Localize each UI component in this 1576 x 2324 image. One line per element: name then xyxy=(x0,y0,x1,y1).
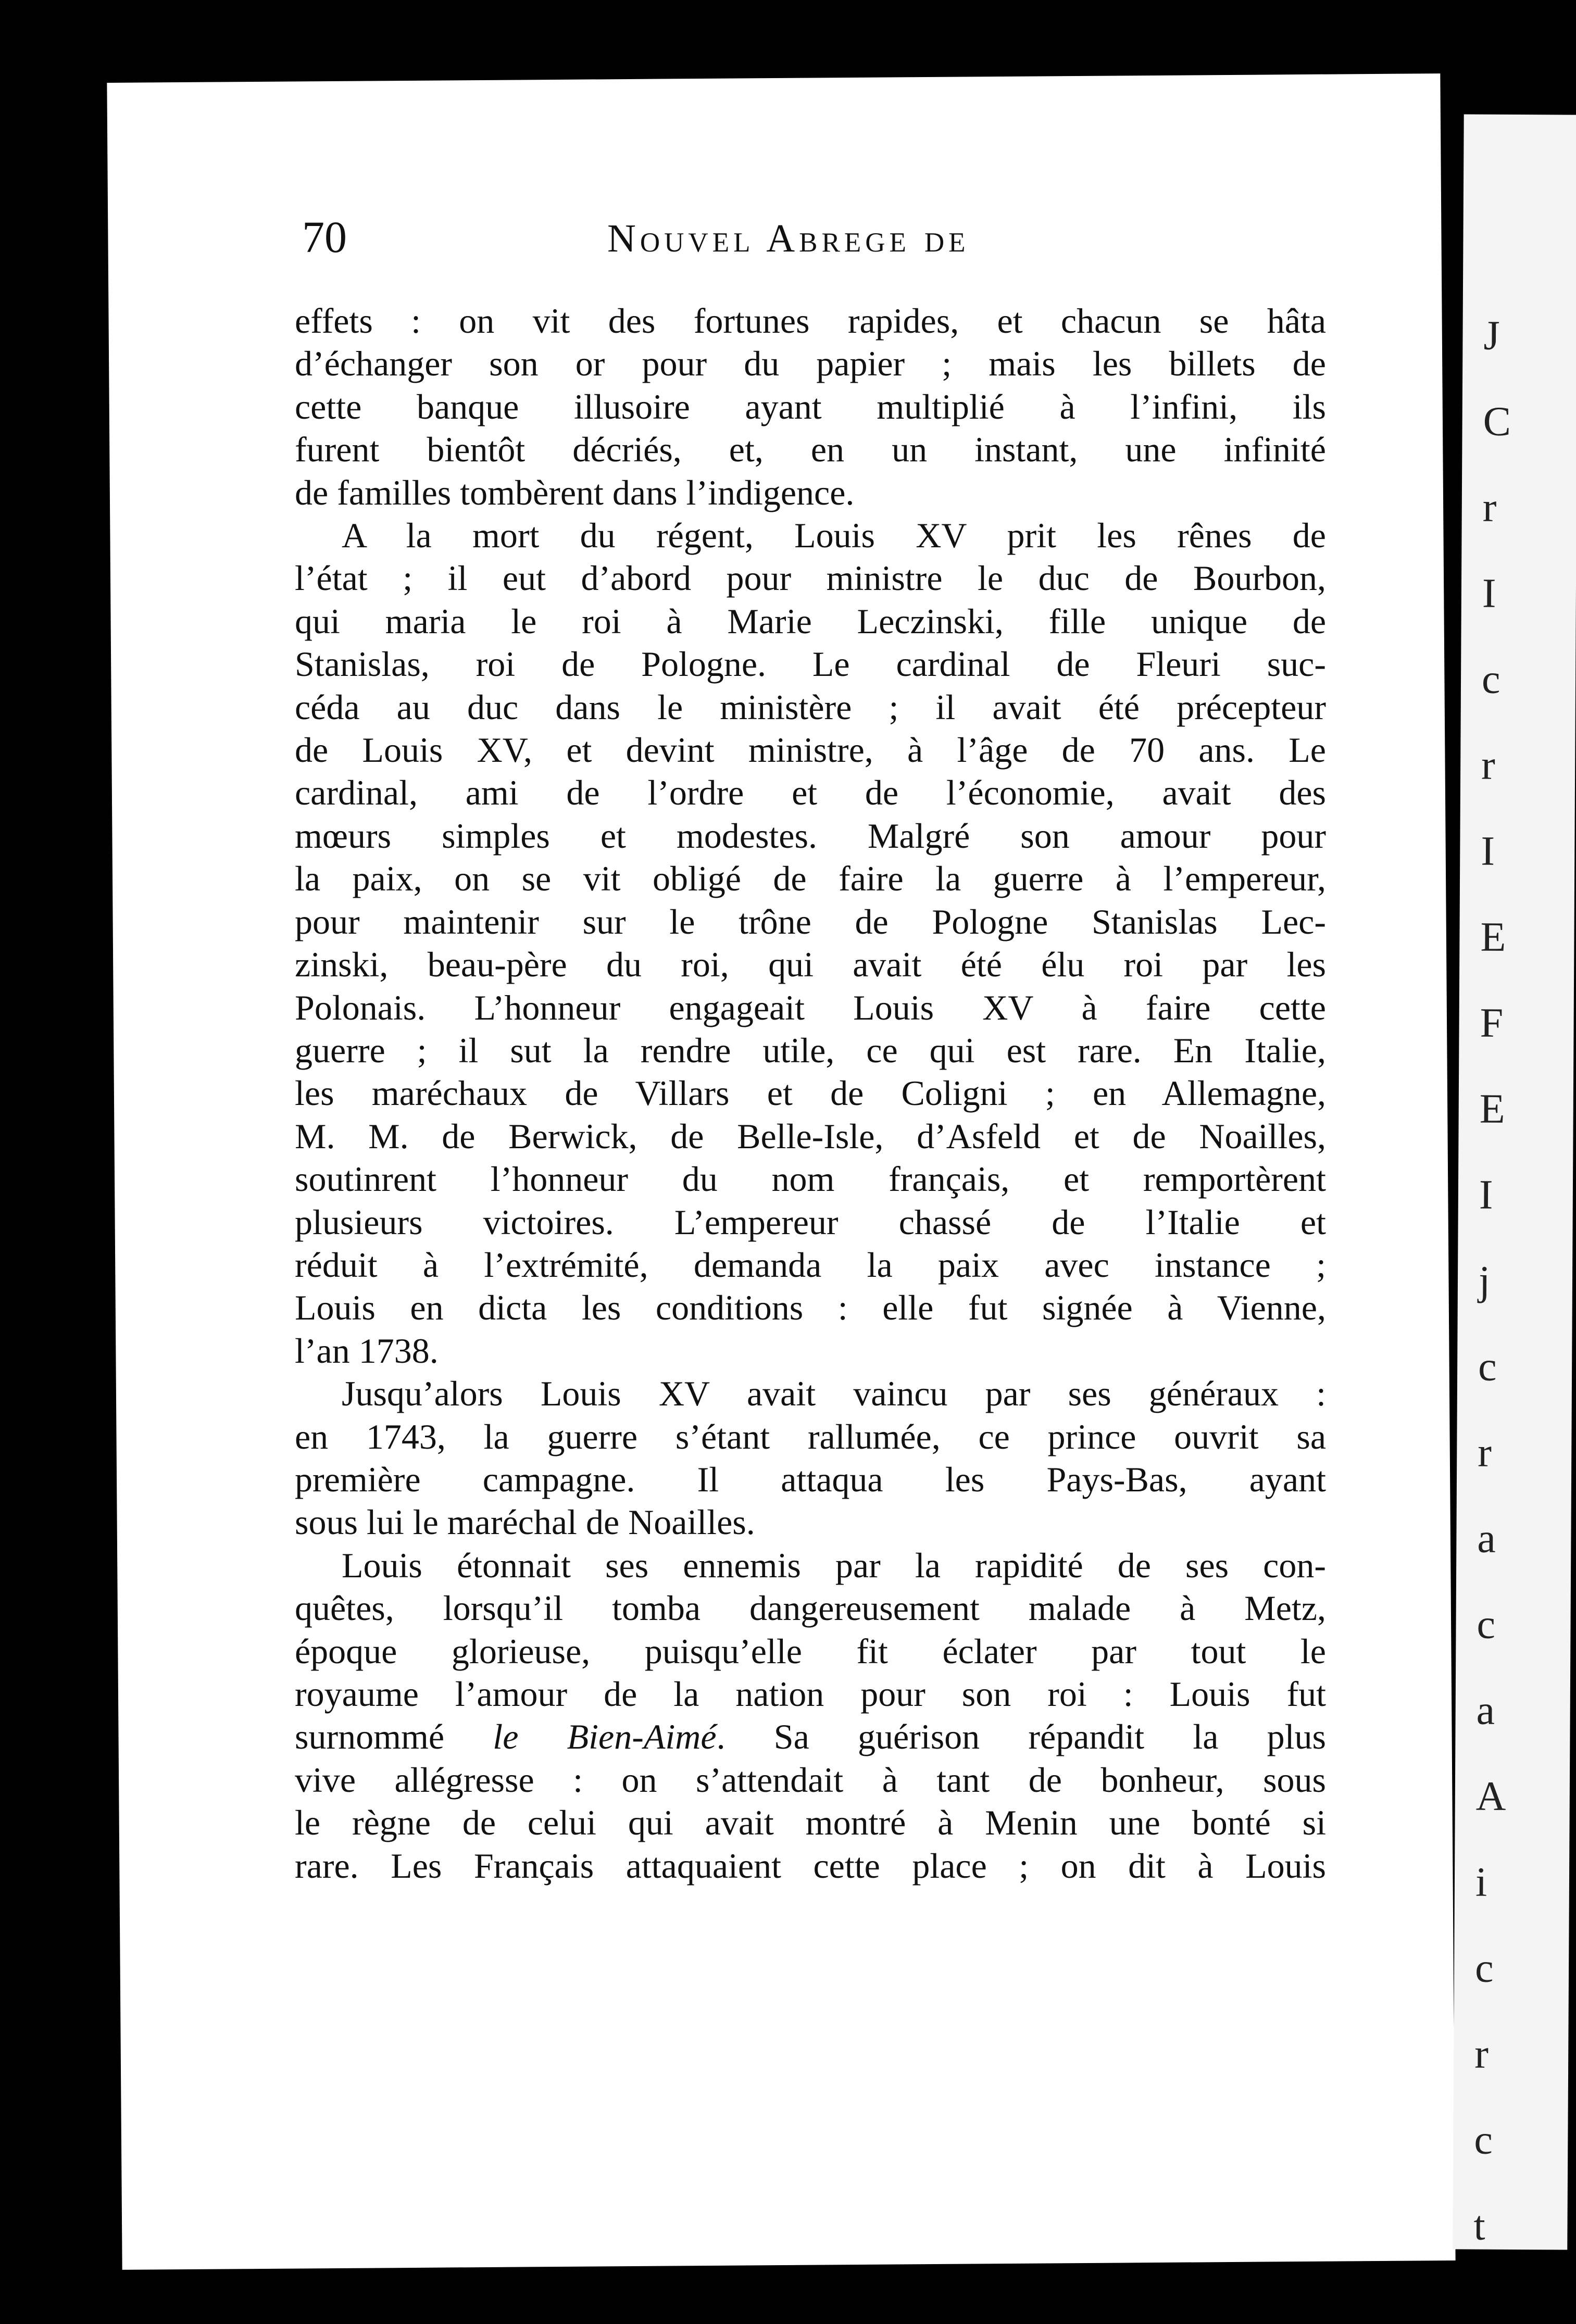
text-line: Jusqu’alors Louis XV avait vaincu par ses généraux : xyxy=(342,1374,1326,1414)
text-line: de familles tombèrent dans l’indigence. xyxy=(295,472,855,512)
edge-fragment: I xyxy=(1482,570,1496,617)
text-line: soutinrent l’honneur du nom français, et remportèrent xyxy=(295,1159,1326,1199)
text-run: surnommé xyxy=(295,1717,493,1757)
running-head: Nouvel Abrege de xyxy=(607,217,970,260)
page-header xyxy=(295,200,1326,279)
text-line: sous lui le maréchal de Noailles. xyxy=(295,1502,755,1542)
paragraph xyxy=(295,514,1326,1372)
edge-fragment: r xyxy=(1482,484,1497,531)
text-line: pour maintenir sur le trône de Pologne Stanislas Lec- xyxy=(295,901,1326,941)
paragraph xyxy=(295,1544,1326,1887)
edge-fragment: i xyxy=(1475,1859,1487,1905)
text-line: furent bientôt décriés, et, en un instant, une infinité xyxy=(295,430,1326,470)
text-line: d’échanger son or pour du papier ; mais les billets de xyxy=(295,344,1326,384)
text-line: quêtes, lorsqu’il tomba dangereusement malade à Metz, xyxy=(295,1588,1326,1628)
paragraph xyxy=(295,299,1326,514)
edge-fragment: A xyxy=(1475,1773,1506,1819)
italic-epithet: le Bien-Aimé xyxy=(493,1717,717,1757)
text-line: céda au duc dans le ministère ; il avait été précepteur xyxy=(295,687,1326,727)
text-line: Stanislas, roi de Pologne. Le cardinal de Fleuri suc- xyxy=(295,644,1326,684)
text-line: Louis étonnait ses ennemis par la rapidité de ses con- xyxy=(342,1545,1326,1585)
text-line: qui maria le roi à Marie Leczinski, fille unique de xyxy=(295,601,1326,641)
edge-fragment: a xyxy=(1476,1687,1495,1733)
text-line: royaume l’amour de la nation pour son roi : Louis fut xyxy=(295,1674,1326,1714)
text-line: réduit à l’extrémité, demanda la paix avec instance ; xyxy=(295,1245,1326,1285)
edge-fragment: t xyxy=(1473,2203,1485,2249)
text-line: la paix, on se vit obligé de faire la guerre à l’empereur, xyxy=(295,859,1326,899)
text-line: cette banque illusoire ayant multiplié à l’infini, ils xyxy=(295,386,1326,426)
text-line: de Louis XV, et devint ministre, à l’âge de 70 ans. Le xyxy=(295,730,1326,770)
text-line: guerre ; il sut la rendre utile, ce qui est rare. En Italie, xyxy=(295,1030,1326,1070)
edge-fragment: c xyxy=(1474,1945,1494,1991)
text-line: cardinal, ami de l’ordre et de l’économie, avait des xyxy=(295,773,1326,813)
page-number: 70 xyxy=(302,212,347,262)
text-line: rare. Les Français attaquaient cette place ; on dit à Louis xyxy=(295,1845,1326,1886)
body-text xyxy=(295,299,1326,1887)
text-line xyxy=(295,1715,1326,1758)
text-line: l’an 1738. xyxy=(295,1330,439,1371)
text-line: l’état ; il eut d’abord pour ministre le duc de Bourbon, xyxy=(295,558,1326,598)
edge-fragment: c xyxy=(1474,2117,1493,2163)
text-line: époque glorieuse, puisqu’elle fit éclater par tout le xyxy=(295,1631,1326,1671)
page-content xyxy=(295,200,1326,1887)
paragraph xyxy=(295,1372,1326,1544)
text-line: en 1743, la guerre s’étant rallumée, ce prince ouvrit sa xyxy=(295,1416,1326,1456)
edge-fragment: I xyxy=(1479,1172,1493,1218)
text-line: Polonais. L’honneur engageait Louis XV à faire cette xyxy=(295,987,1326,1027)
edge-fragment: c xyxy=(1478,1343,1497,1390)
edge-fragment: a xyxy=(1477,1515,1496,1562)
text-line: première campagne. Il attaqua les Pays-Bas, ayant xyxy=(295,1459,1326,1499)
edge-fragment: r xyxy=(1481,742,1496,788)
edge-fragment: c xyxy=(1481,656,1500,702)
text-line: zinski, beau-père du roi, qui avait été élu roi par les xyxy=(295,945,1326,985)
text-line: Louis en dicta les conditions : elle fut signée à Vienne, xyxy=(295,1288,1326,1328)
text-run: . Sa guérison répandit la plus xyxy=(716,1717,1326,1757)
text-line: A la mort du régent, Louis XV prit les rênes de xyxy=(342,516,1326,556)
adjacent-page-edge xyxy=(1453,114,1576,2250)
edge-fragment: E xyxy=(1479,1086,1505,1132)
text-line: M. M. de Berwick, de Belle-Isle, d’Asfeld et de Noailles, xyxy=(295,1116,1326,1156)
edge-fragment: I xyxy=(1481,828,1495,874)
edge-fragment: C xyxy=(1483,398,1511,445)
edge-fragment: j xyxy=(1478,1258,1491,1304)
text-line: le règne de celui qui avait montré à Menin une bonté si xyxy=(295,1803,1326,1843)
text-line: plusieurs victoires. L’empereur chassé de l’Italie et xyxy=(295,1202,1326,1242)
edge-fragment: r xyxy=(1478,1429,1492,1476)
edge-fragment: c xyxy=(1477,1601,1496,1648)
text-line: vive allégresse : on s’attendait à tant de bonheur, sous xyxy=(295,1760,1326,1800)
edge-fragment: F xyxy=(1480,1000,1504,1046)
text-line: effets : on vit des fortunes rapides, et chacun se hâta xyxy=(295,301,1326,341)
edge-fragment: E xyxy=(1480,914,1506,960)
edge-fragment: J xyxy=(1483,312,1500,359)
edge-fragment: r xyxy=(1474,2031,1489,2077)
text-line: mœurs simples et modestes. Malgré son amour pour xyxy=(295,815,1326,856)
text-line: les maréchaux de Villars et de Coligni ; en Allemagne, xyxy=(295,1073,1326,1113)
